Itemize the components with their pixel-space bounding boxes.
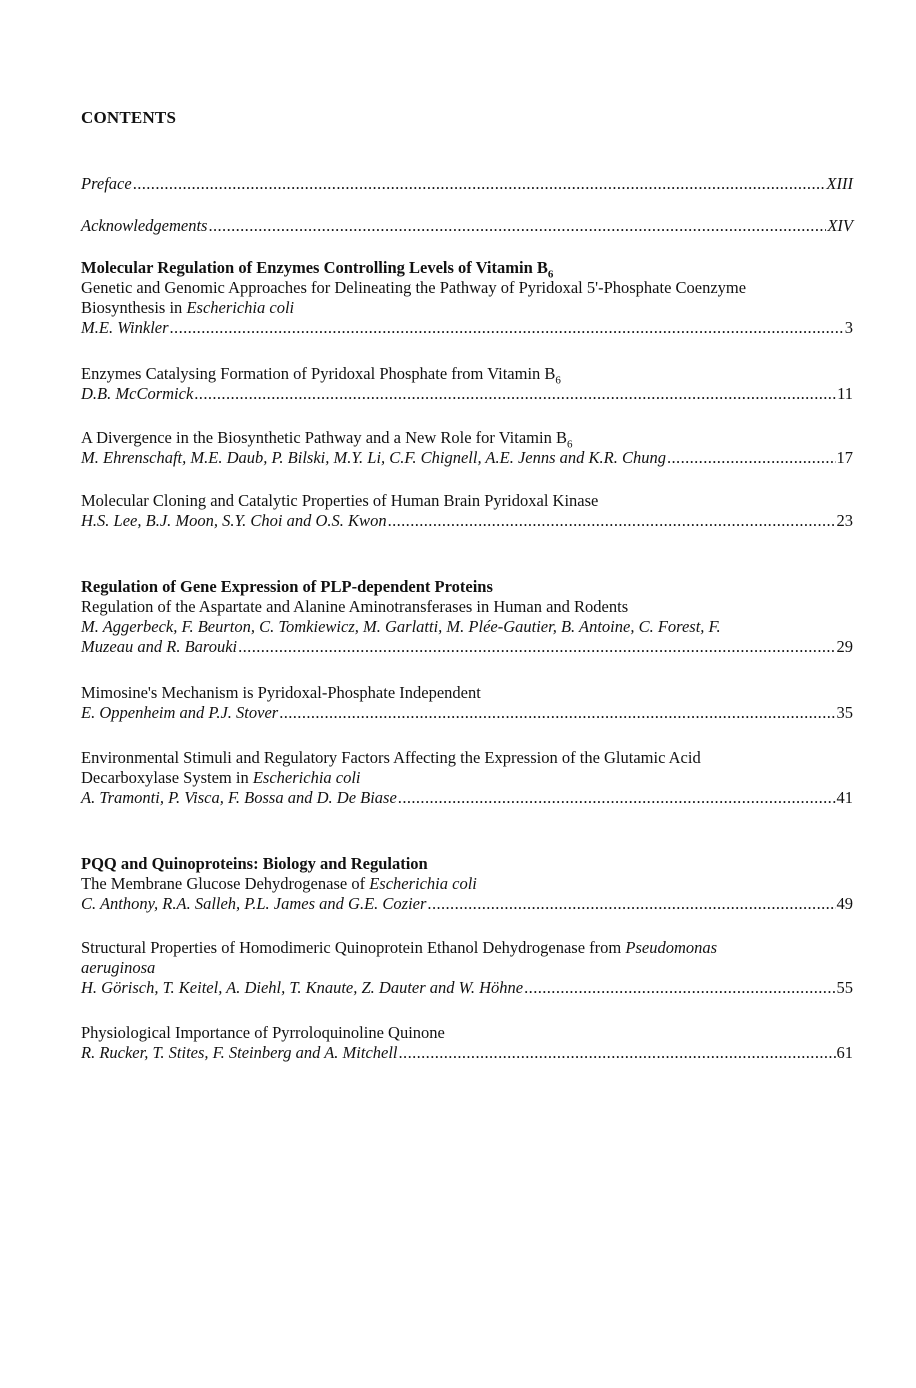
toc-entry[interactable] [81,597,853,657]
leader-line [81,511,853,531]
leader-line [81,384,853,404]
leader-line [81,448,853,468]
section-vitamin-b6 [81,258,853,338]
toc-entry-acknowledgements[interactable] [81,216,853,236]
toc-entry[interactable] [81,491,853,531]
entry-authors: H. Görisch, T. Keitel, A. Diehl, T. Knaute, Z. Dauter and W. Höhne [81,978,524,997]
section-pqq [81,854,853,914]
section-gene-expression [81,577,853,657]
toc-entry[interactable] [81,364,853,404]
page-number: 17 [836,448,853,467]
entry-label: Acknowledgements [81,216,208,235]
page-number: 11 [837,384,853,403]
page-number: 35 [836,703,853,722]
toc-entry[interactable] [81,874,853,914]
dot-leader [170,318,844,338]
page-number: 23 [836,511,853,530]
entry-authors: M. Ehrenschaft, M.E. Daub, P. Bilski, M.Y. Li, C.F. Chignell, A.E. Jenns and K.R. Chung [81,448,666,467]
toc-entry[interactable] [81,683,853,723]
dot-leader [427,894,835,914]
leader-line [81,174,853,194]
page-number: 49 [836,894,853,913]
page-number: 61 [836,1043,853,1062]
entry-title: Biosynthesis in Escherichia coli [81,298,295,317]
dot-leader [208,216,826,236]
dot-leader [399,1043,836,1063]
page-number: 3 [844,318,853,337]
section-title: PQQ and Quinoproteins: Biology and Regulation [81,854,428,873]
toc-entry[interactable] [81,1023,853,1063]
leader-line [81,216,853,236]
entry-authors: E. Oppenheim and P.J. Stover [81,703,279,722]
entry-authors: A. Tramonti, P. Visca, F. Bossa and D. De Biase [81,788,397,807]
leader-line [81,978,853,998]
entry-title: Physiological Importance of Pyrroloquinoline Quinone [81,1023,445,1042]
dot-leader [133,174,826,194]
toc-entry[interactable] [81,938,853,998]
leader-line [81,637,853,657]
contents-heading: CONTENTS [81,108,177,127]
dot-leader [238,637,835,657]
entry-title: aeruginosa [81,958,156,977]
toc-entry-preface[interactable] [81,174,853,194]
entry-title: Decarboxylase System in Escherichia coli [81,768,361,787]
toc-entry[interactable] [81,278,853,338]
page-number: 29 [836,637,853,656]
entry-title: The Membrane Glucose Dehydrogenase of Escherichia coli [81,874,477,893]
leader-line [81,788,853,808]
entry-authors: D.B. McCormick [81,384,194,403]
entry-label: Preface [81,174,132,193]
page-number: 41 [836,788,853,807]
entry-authors: H.S. Lee, B.J. Moon, S.Y. Choi and O.S. Kwon [81,511,387,530]
leader-line [81,703,853,723]
entry-authors: M.E. Winkler [81,318,169,337]
entry-authors: R. Rucker, T. Stites, F. Steinberg and A. Mitchell [81,1043,398,1062]
entry-title: Molecular Cloning and Catalytic Properties of Human Brain Pyridoxal Kinase [81,491,599,510]
section-title: Regulation of Gene Expression of PLP-dependent Proteins [81,577,493,596]
entry-title: A Divergence in the Biosynthetic Pathway and a New Role for Vitamin $B_6$ [81,428,573,451]
page-number: XIII [826,174,853,193]
toc-entry[interactable] [81,428,853,468]
entry-title: Regulation of the Aspartate and Alanine Aminotransferases in Human and Rodents [81,597,629,616]
dot-leader [194,384,836,404]
page-number: XIV [827,216,853,235]
dot-leader [524,978,835,998]
entry-title: Environmental Stimuli and Regulatory Factors Affecting the Expression of the Glutamic Acid [81,748,701,767]
dot-leader [398,788,836,808]
dot-leader [667,448,836,468]
leader-line [81,1043,853,1063]
entry-title: Genetic and Genomic Approaches for Delineating the Pathway of Pyridoxal 5'-Phosphate Coenzyme [81,278,747,297]
leader-line [81,318,853,338]
dot-leader [279,703,835,723]
entry-title: Enzymes Catalysing Formation of Pyridoxal Phosphate from Vitamin $B_6$ [81,364,561,387]
entry-authors: Muzeau and R. Barouki [81,637,238,656]
toc-entry[interactable] [81,748,853,808]
dot-leader [388,511,836,531]
entry-title: Structural Properties of Homodimeric Quinoprotein Ethanol Dehydrogenase from Pseudomonas [81,938,718,957]
entry-title: Mimosine's Mechanism is Pyridoxal-Phosphate Independent [81,683,481,702]
entry-authors: C. Anthony, R.A. Salleh, P.L. James and G.E. Cozier [81,894,427,913]
section-title: Molecular Regulation of Enzymes Controlling Levels of Vitamin $B_6$ [81,258,554,281]
leader-line [81,894,853,914]
page-number: 55 [836,978,853,997]
entry-authors: M. Aggerbeck, F. Beurton, C. Tomkiewicz, M. Garlatti, M. Plée-Gautier, B. Antoine, C. Forest, F. [81,617,721,636]
